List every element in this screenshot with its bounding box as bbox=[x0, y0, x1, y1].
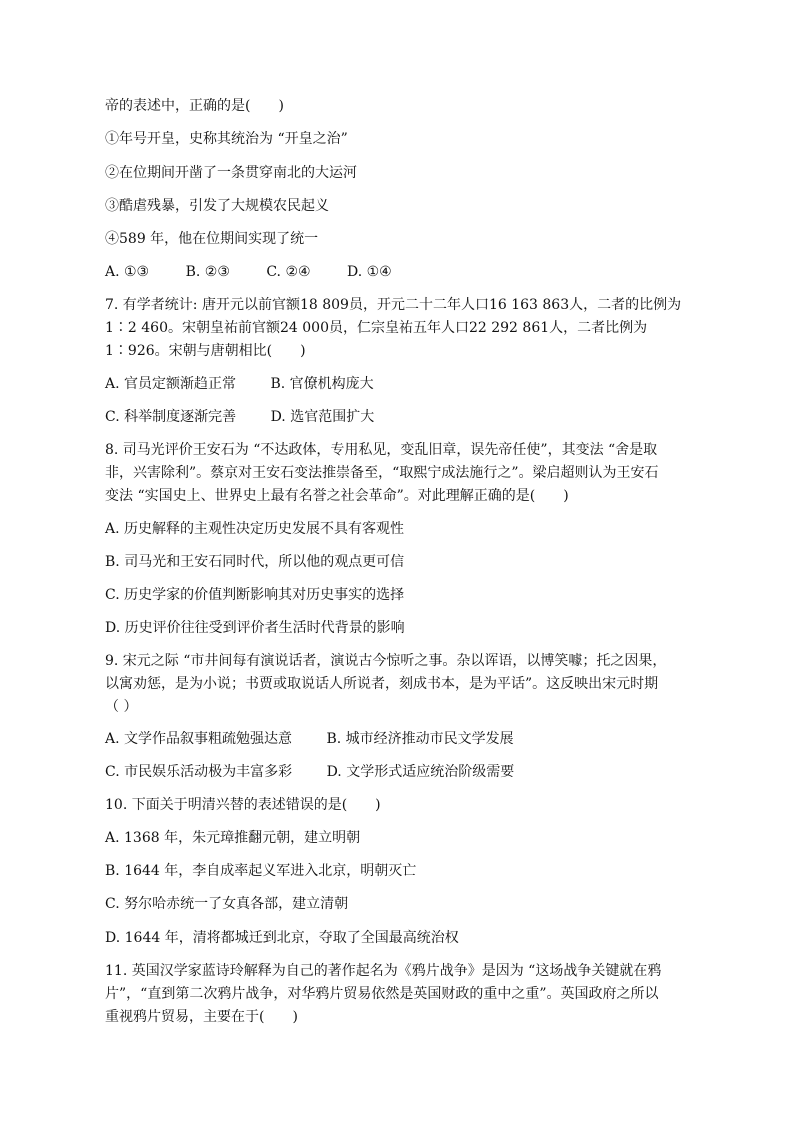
q9-options-row-1 bbox=[105, 728, 514, 750]
q9-options-row-2 bbox=[105, 761, 514, 783]
q10-stem: 10. 下面关于明清兴替的表述错误的是( ) bbox=[105, 797, 381, 813]
q6-option-c: C. ②④ bbox=[266, 264, 311, 280]
q7-stem-line-1: 7. 有学者统计: 唐开元以前官额18 809员，开元二十二年人口16 163 863人，二者的比例为 bbox=[105, 297, 682, 313]
q7-stem-line-2: 1∶2 460。宋朝皇祐前官额24 000员，仁宗皇祐五年人口22 292 861人，二者比例为 bbox=[105, 320, 648, 336]
q7-option-a: A. 官员定额渐趋正常 bbox=[105, 376, 237, 392]
q7-option-c: C. 科举制度逐渐完善 bbox=[105, 409, 237, 425]
q9-option-b: B. 城市经济推动市民文学发展 bbox=[326, 731, 514, 747]
q6-item-3: ③酷虐残暴，引发了大规模农民起义 bbox=[105, 198, 329, 214]
q9-option-d: D. 文学形式适应统治阶级需要 bbox=[326, 764, 515, 780]
q6-options bbox=[105, 261, 392, 283]
q9-option-c: C. 市民娱乐活动极为丰富多彩 bbox=[105, 764, 293, 780]
q7-options-row-1 bbox=[105, 373, 374, 395]
q11-stem-line-1: 11. 英国汉学家蓝诗玲解释为自己的著作起名为《鸦片战争》是因为 “这场战争关键就在鸦 bbox=[105, 963, 662, 979]
q7-options-row-2 bbox=[105, 406, 374, 428]
q6-stem-tail: 帝的表述中，正确的是( ) bbox=[105, 98, 284, 114]
q9-stem-line-3: （ ） bbox=[105, 699, 138, 715]
q9-stem-line-1: 9. 宋元之际 “市井间每有演说话者，演说古今惊听之事。杂以诨语，以博笑噱；托之因果， bbox=[105, 653, 667, 669]
q10-option-d: D. 1644 年，清将都城迁到北京，夺取了全国最高统治权 bbox=[105, 930, 459, 946]
q8-option-b: B. 司马光和王安石同时代，所以他的观点更可信 bbox=[105, 554, 405, 570]
q7-option-b: B. 官僚机构庞大 bbox=[270, 376, 374, 392]
q10-option-c: C. 努尔哈赤统一了女真各部，建立清朝 bbox=[105, 896, 349, 912]
q8-stem-line-2: 非，兴害除利”。蔡京对王安石变法推崇备至，“取熙宁成法施行之”。梁启超则认为王安石 bbox=[105, 465, 659, 481]
q6-item-1: ①年号开皇，史称其统治为 “开皇之治” bbox=[105, 131, 348, 147]
q7-option-d: D. 选官范围扩大 bbox=[270, 409, 375, 425]
q8-stem-line-1: 8. 司马光评价王安石为 “不达政体，专用私见，变乱旧章，误先帝任使”，其变法 “舍是取 bbox=[105, 442, 658, 458]
q9-option-a: A. 文学作品叙事粗疏勉强达意 bbox=[105, 731, 293, 747]
q6-item-2: ②在位期间开凿了一条贯穿南北的大运河 bbox=[105, 165, 357, 181]
q6-option-b: B. ②③ bbox=[185, 264, 230, 280]
q8-option-d: D. 历史评价往往受到评价者生活时代背景的影响 bbox=[105, 620, 405, 636]
q9-stem-line-2: 以寓劝惩，是为小说；书贾或取说话人所说者，刻成书本，是为平话”。这反映出宋元时期 bbox=[105, 676, 659, 692]
q6-option-a: A. ①③ bbox=[105, 264, 150, 280]
q8-option-a: A. 历史解释的主观性决定历史发展不具有客观性 bbox=[105, 521, 405, 537]
q6-item-4: ④589 年，他在位期间实现了统一 bbox=[105, 231, 319, 247]
q7-stem-line-3: 1∶926。宋朝与唐朝相比( ) bbox=[105, 343, 306, 359]
q10-option-a: A. 1368 年，朱元璋推翻元朝，建立明朝 bbox=[105, 830, 361, 846]
q8-stem-line-3: 变法 “实国史上、世界史上最有名誉之社会革命”。对此理解正确的是( ) bbox=[105, 488, 569, 504]
q11-stem-line-2: 片”，“直到第二次鸦片战争，对华鸦片贸易依然是英国财政的重中之重”。英国政府之所以 bbox=[105, 986, 659, 1002]
q11-stem-line-3: 重视鸦片贸易，主要在于( ) bbox=[105, 1009, 298, 1025]
q8-option-c: C. 历史学家的价值判断影响其对历史事实的选择 bbox=[105, 587, 405, 603]
q6-option-d: D. ①④ bbox=[347, 264, 392, 280]
q10-option-b: B. 1644 年，李自成率起义军进入北京，明朝灭亡 bbox=[105, 863, 417, 879]
